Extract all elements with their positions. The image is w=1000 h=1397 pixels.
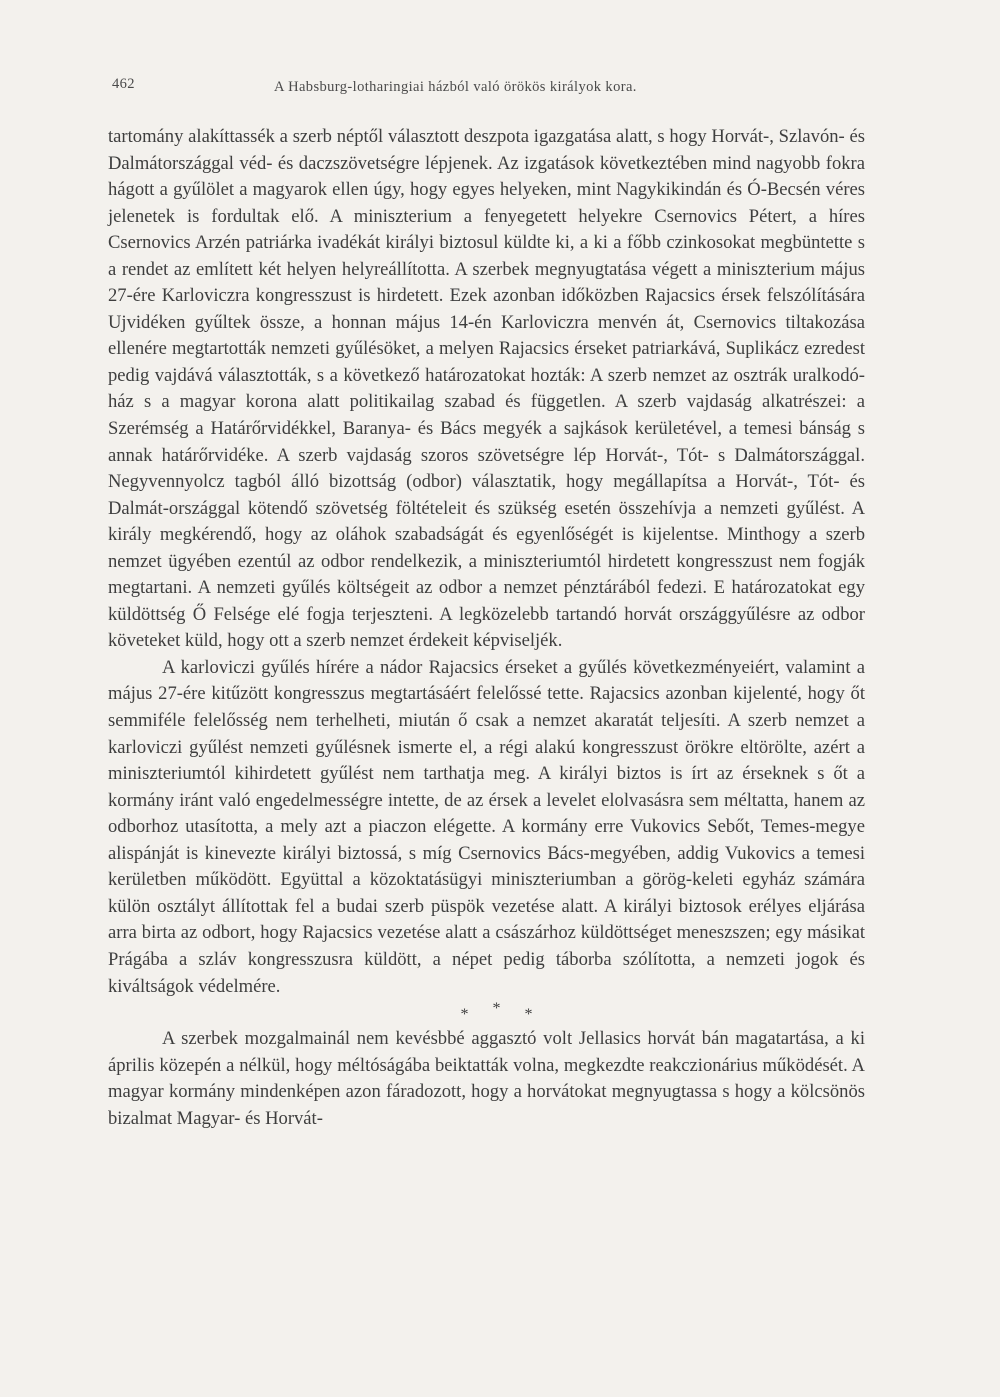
section-separator [108,1000,865,1026]
paragraph: A szerbek mozgalmainál nem kevésbbé aggasztó volt Jellasics horvát bán magatartása, a ki április közepén a nélkül, hogy méltóságába beiktatták volna, megkezdte reakczionárius működését. A magyar kormány mindenképen azon fáradozott, hogy a horvátokat megnyugtassa s hogy a kölcsönös bizalmat Magyar- és Horvát- [108,1028,865,1129]
page-number: 462 [112,76,135,92]
running-header [112,76,872,100]
body-text [108,124,865,1132]
paragraph: A karloviczi gyűlés hírére a nádor Rajacsics érseket a gyűlés következményeiért, valamint a május 27-ére kitűzött kongresszus megtartásáért felelőssé tette. Rajacsics azonban kijelenté, hogy őt semmiféle felelősség nem terhelheti, miután ő csak a nemzet akaratát teljesíti. A szerb nemzet a karloviczi gyűlést nemzeti gyűlésnek ismerte el, a régi alakú kongresszust örökre eltörölte, azért a miniszteriumtól kihirdetett gyűlést nem tarthatja meg. A királyi biztos is írt az érseknek s őt a kormány iránt való engedelmességre intette, de az érsek a levelet elolvasásra sem méltatta, hanem az odborhoz utasította, a mely azt a piaczon elégette. A kormány erre Vukovics Sebőt, Temes-megye alispánját is kinevezte királyi biztossá, s míg Csernovics Bács-megyében, addig Vukovics a temesi kerületben működött. Együttal a közoktatásügyi miniszteriumban a görög-keleti egyház számára külön osztályt állítottak fel a budai szerb püspök vezetése alatt. A királyi biztosok erélyes eljárása arra birta az odbort, hogy Rajacsics vezetése alatt a császárhoz küldöttséget meneszszen; egy másikat Prágába a szláv kongresszusra küldött, a népet pedig táborba szólította, a nemzeti jogok és kiváltságok védelmére. [108,656,865,997]
paragraph: tartomány alakíttassék a szerb néptől választott deszpota igazgatása alatt, s hogy Horvát-, Szlavón- és Dalmátországgal véd- és daczszövetségre lépjenek. Az izgatások következtében mind nagyobb fokra hágott a gyűlölet a magyarok ellen úgy, hogy egyes helyeken, mint Nagykikindán és Ó-Becsén véres jelenetek is fordultak elő. A miniszterium a fenyegetett helyekre Csernovics Pétert, a híres Csernovics Arzén patriárka ivadékát királyi biztosul küldte ki, a ki a főbb czinkosokat megbüntette s a rendet az említett két helyen helyreállította. A szerbek megnyugtatása végett a miniszterium május 27-ére Karloviczra kongresszust is hirdetett. Ezek azonban időközben Rajacsics érsek felszólítására Ujvidéken gyűltek össze, a honnan május 14-én Karloviczra menvén át, Csernovics tiltakozása ellenére megtartották nemzeti gyűlésöket, a melyen Rajacsics érseket patriarkává, Suplikácz ezredest pedig vajdává választották, s a következő határozatokat hozták: A szerb nemzet az osztrák uralkodó-ház s a magyar korona alatt politikailag szabad és független. A szerb vajdaság alkatrészei: a Szerémség a Határőrvidékkel, Baranya- és Bács megyék a sajkások kerületével, a temesi bánság s annak határőrvidéke. A szerb vajdaság szoros szövetségre lép Horvát-, Tót- s Dalmátországgal. Negyvennyolcz tagból álló bizottság (odbor) választatik, hogy megállapítsa a Horvát-, Tót- és Dalmát-országgal kötendő szövetség föltételeit és szükség esetén összehívja a nemzeti gyűlést. A király megkérendő, hogy az oláhok szabadságát és egyenlőségét is kijelentse. Minthogy a szerb nemzet ügyében ezentúl az odbor rendelkezik, a miniszteriumtól hirdetett kongresszust nem fogják megtartani. A nemzeti gyűlés költségeit az odbor a nemzet pénztárából fedezi. E határozatokat egy küldöttség Ő Felsége elé fogja terjeszteni. A legközelebb tartandó horvát országgyűlésre az odbor követeket küld, hogy ott a szerb nemzet érdekeit képviseljék. [108,126,865,652]
asterisk-icon: * [524,1006,557,1024]
asterisk-icon: * [492,1000,525,1018]
running-title: A Habsburg-lotharingiai házból való örökös királyok kora. [274,79,637,95]
asterisk-icon: * [460,1006,493,1024]
